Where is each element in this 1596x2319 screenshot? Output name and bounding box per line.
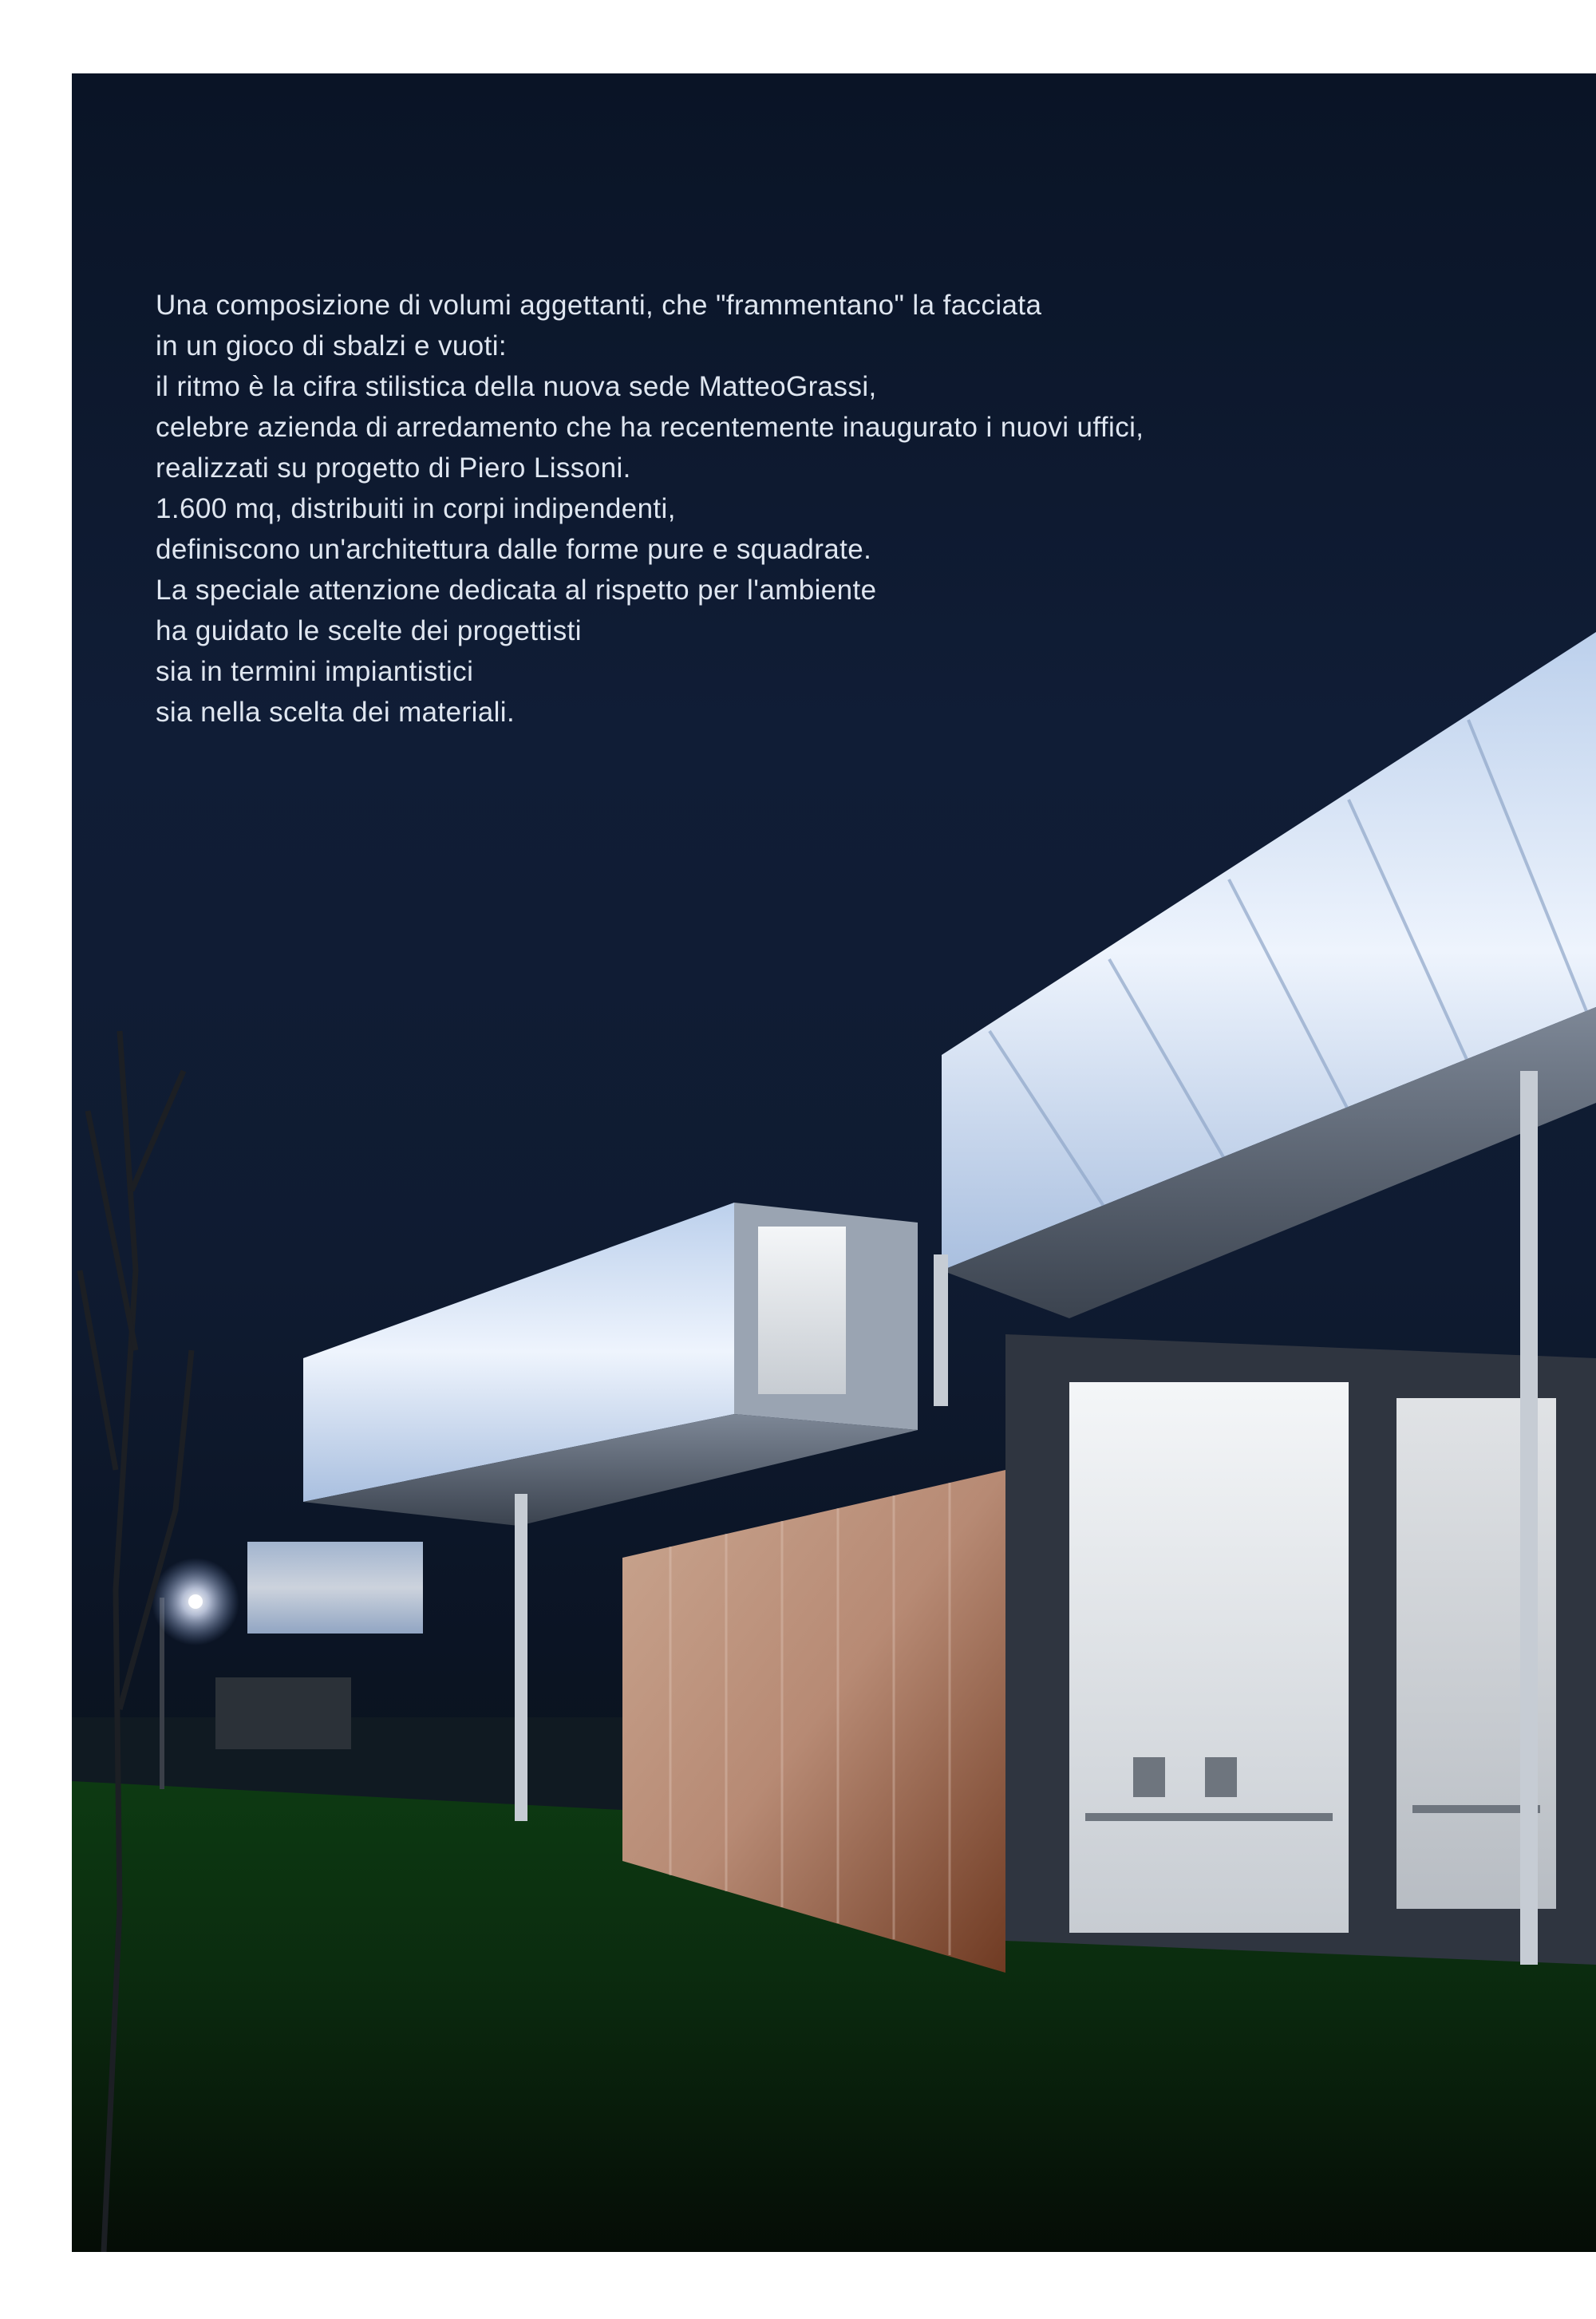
middle-block-window bbox=[758, 1227, 846, 1394]
caption-line: ha guidato le scelte dei progettisti bbox=[156, 615, 582, 646]
photo-caption bbox=[156, 285, 1321, 733]
far-glowing-block bbox=[247, 1542, 423, 1634]
far-base-volume bbox=[215, 1677, 351, 1749]
caption-line: realizzati su progetto di Piero Lissoni. bbox=[156, 452, 631, 484]
caption-line: 1.600 mq, distribuiti in corpi indipendenti, bbox=[156, 493, 676, 524]
caption-line: sia in termini impiantistici bbox=[156, 656, 474, 687]
street-lamp-bulb bbox=[188, 1594, 203, 1609]
night-architecture-photo bbox=[72, 73, 1596, 2252]
caption-line: Una composizione di volumi aggettanti, che "frammentano" la facciata bbox=[156, 290, 1042, 321]
caption-line: celebre azienda di arredamento che ha recentemente inaugurato i nuovi uffici, bbox=[156, 412, 1144, 443]
caption-line: definiscono un'architettura dalle forme pure e squadrate. bbox=[156, 534, 872, 565]
office-window-large bbox=[1069, 1382, 1349, 1933]
caption-line: il ritmo è la cifra stilistica della nuova sede MatteoGrassi, bbox=[156, 371, 877, 402]
caption-line: in un gioco di sbalzi e vuoti: bbox=[156, 330, 508, 361]
caption-line: sia nella scelta dei materiali. bbox=[156, 697, 516, 728]
caption-line: La speciale attenzione dedicata al rispetto per l'ambiente bbox=[156, 575, 877, 606]
